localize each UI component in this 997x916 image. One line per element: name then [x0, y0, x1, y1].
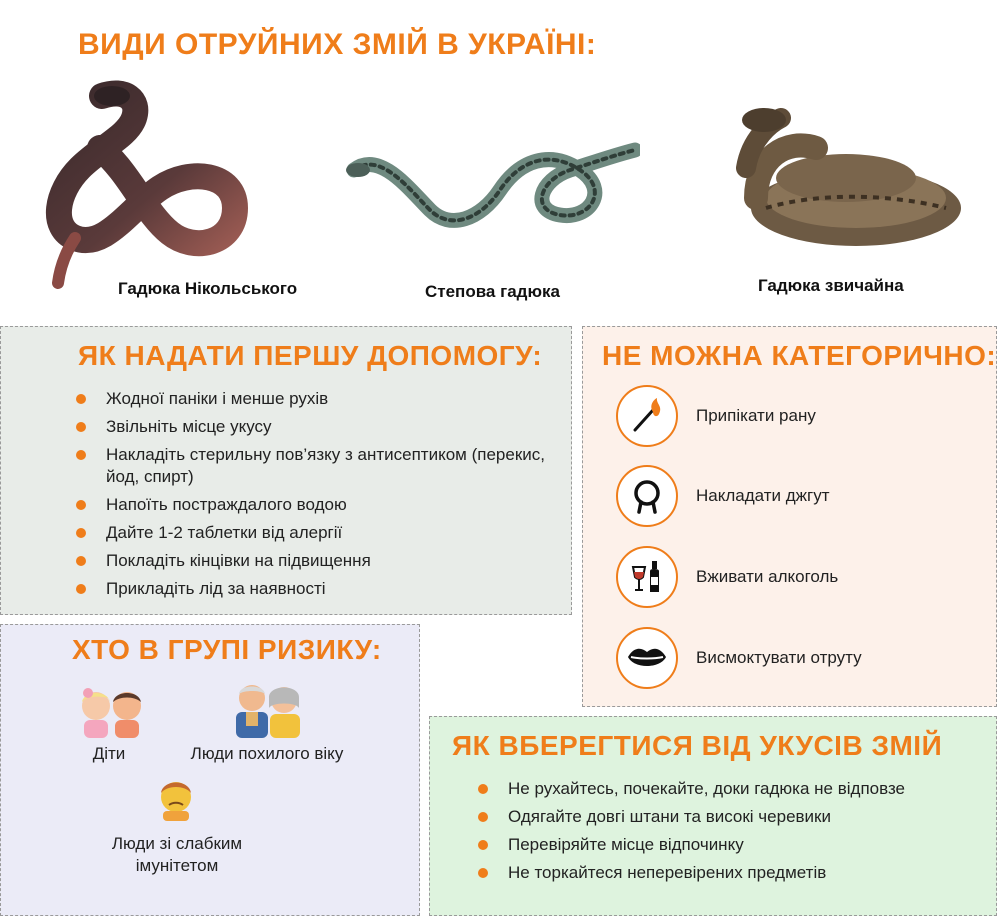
- risk-group-label: Люди похилого віку: [190, 744, 344, 763]
- snake-name: Гадюка Нікольського: [118, 279, 298, 298]
- list-item: Напоїть постраждалого водою: [76, 494, 546, 516]
- never-item-label: Припікати рану: [696, 406, 816, 425]
- black-viper-image: [30, 78, 260, 293]
- risk-group-label: Діти: [92, 744, 126, 763]
- risk-group-label: Люди зі слабким імунітетом: [111, 834, 243, 875]
- list-item: Одягайте довгі штани та високі черевики: [478, 806, 988, 828]
- common-viper-image: [726, 98, 966, 253]
- list-item: Перевіряйте місце відпочинку: [478, 834, 988, 856]
- never-item-label: Вживати алкоголь: [696, 567, 839, 586]
- alcohol-icon: [616, 546, 678, 608]
- children-icon: [78, 684, 146, 738]
- list-item: Прикладіть лід за наявності: [76, 578, 546, 600]
- prevention-heading: ЯК ВБЕРЕГТИСЯ ВІД УКУСІВ ЗМІЙ: [452, 730, 943, 761]
- snake-name: Степова гадюка: [425, 282, 560, 301]
- never-item-label: Накладати джгут: [696, 486, 830, 505]
- list-item: Покладіть кінцівки на підвищення: [76, 550, 546, 572]
- tourniquet-icon: [616, 465, 678, 527]
- prevention-list: [478, 778, 988, 884]
- list-item: Звільніть місце укусу: [76, 416, 546, 438]
- page-title: ВИДИ ОТРУЙНИХ ЗМІЙ В УКРАЇНІ:: [78, 28, 597, 61]
- lips-icon: [616, 627, 678, 689]
- burning-match-icon: [616, 385, 678, 447]
- never-heading: НЕ МОЖНА КАТЕГОРИЧНО:: [602, 340, 997, 371]
- never-item-label: Висмоктувати отруту: [696, 648, 862, 667]
- snake-name: Гадюка звичайна: [758, 276, 904, 295]
- elderly-icon: [232, 678, 304, 738]
- list-item: Дайте 1-2 таблетки від алергії: [76, 522, 546, 544]
- first-aid-heading: ЯК НАДАТИ ПЕРШУ ДОПОМОГУ:: [78, 340, 543, 371]
- risk-heading: ХТО В ГРУПІ РИЗИКУ:: [72, 634, 382, 665]
- list-item: Накладіть стерильну пов’язку з антисептиком (перекис, йод, спирт): [76, 444, 546, 488]
- list-item: Жодної паніки і менше рухів: [76, 388, 546, 410]
- list-item: Не торкайтеся неперевірених предметів: [478, 862, 988, 884]
- first-aid-list: [76, 388, 546, 600]
- steppe-viper-image: [340, 140, 640, 240]
- sick-person-icon: [157, 777, 195, 821]
- list-item: Не рухайтесь, почекайте, доки гадюка не відповзе: [478, 778, 988, 800]
